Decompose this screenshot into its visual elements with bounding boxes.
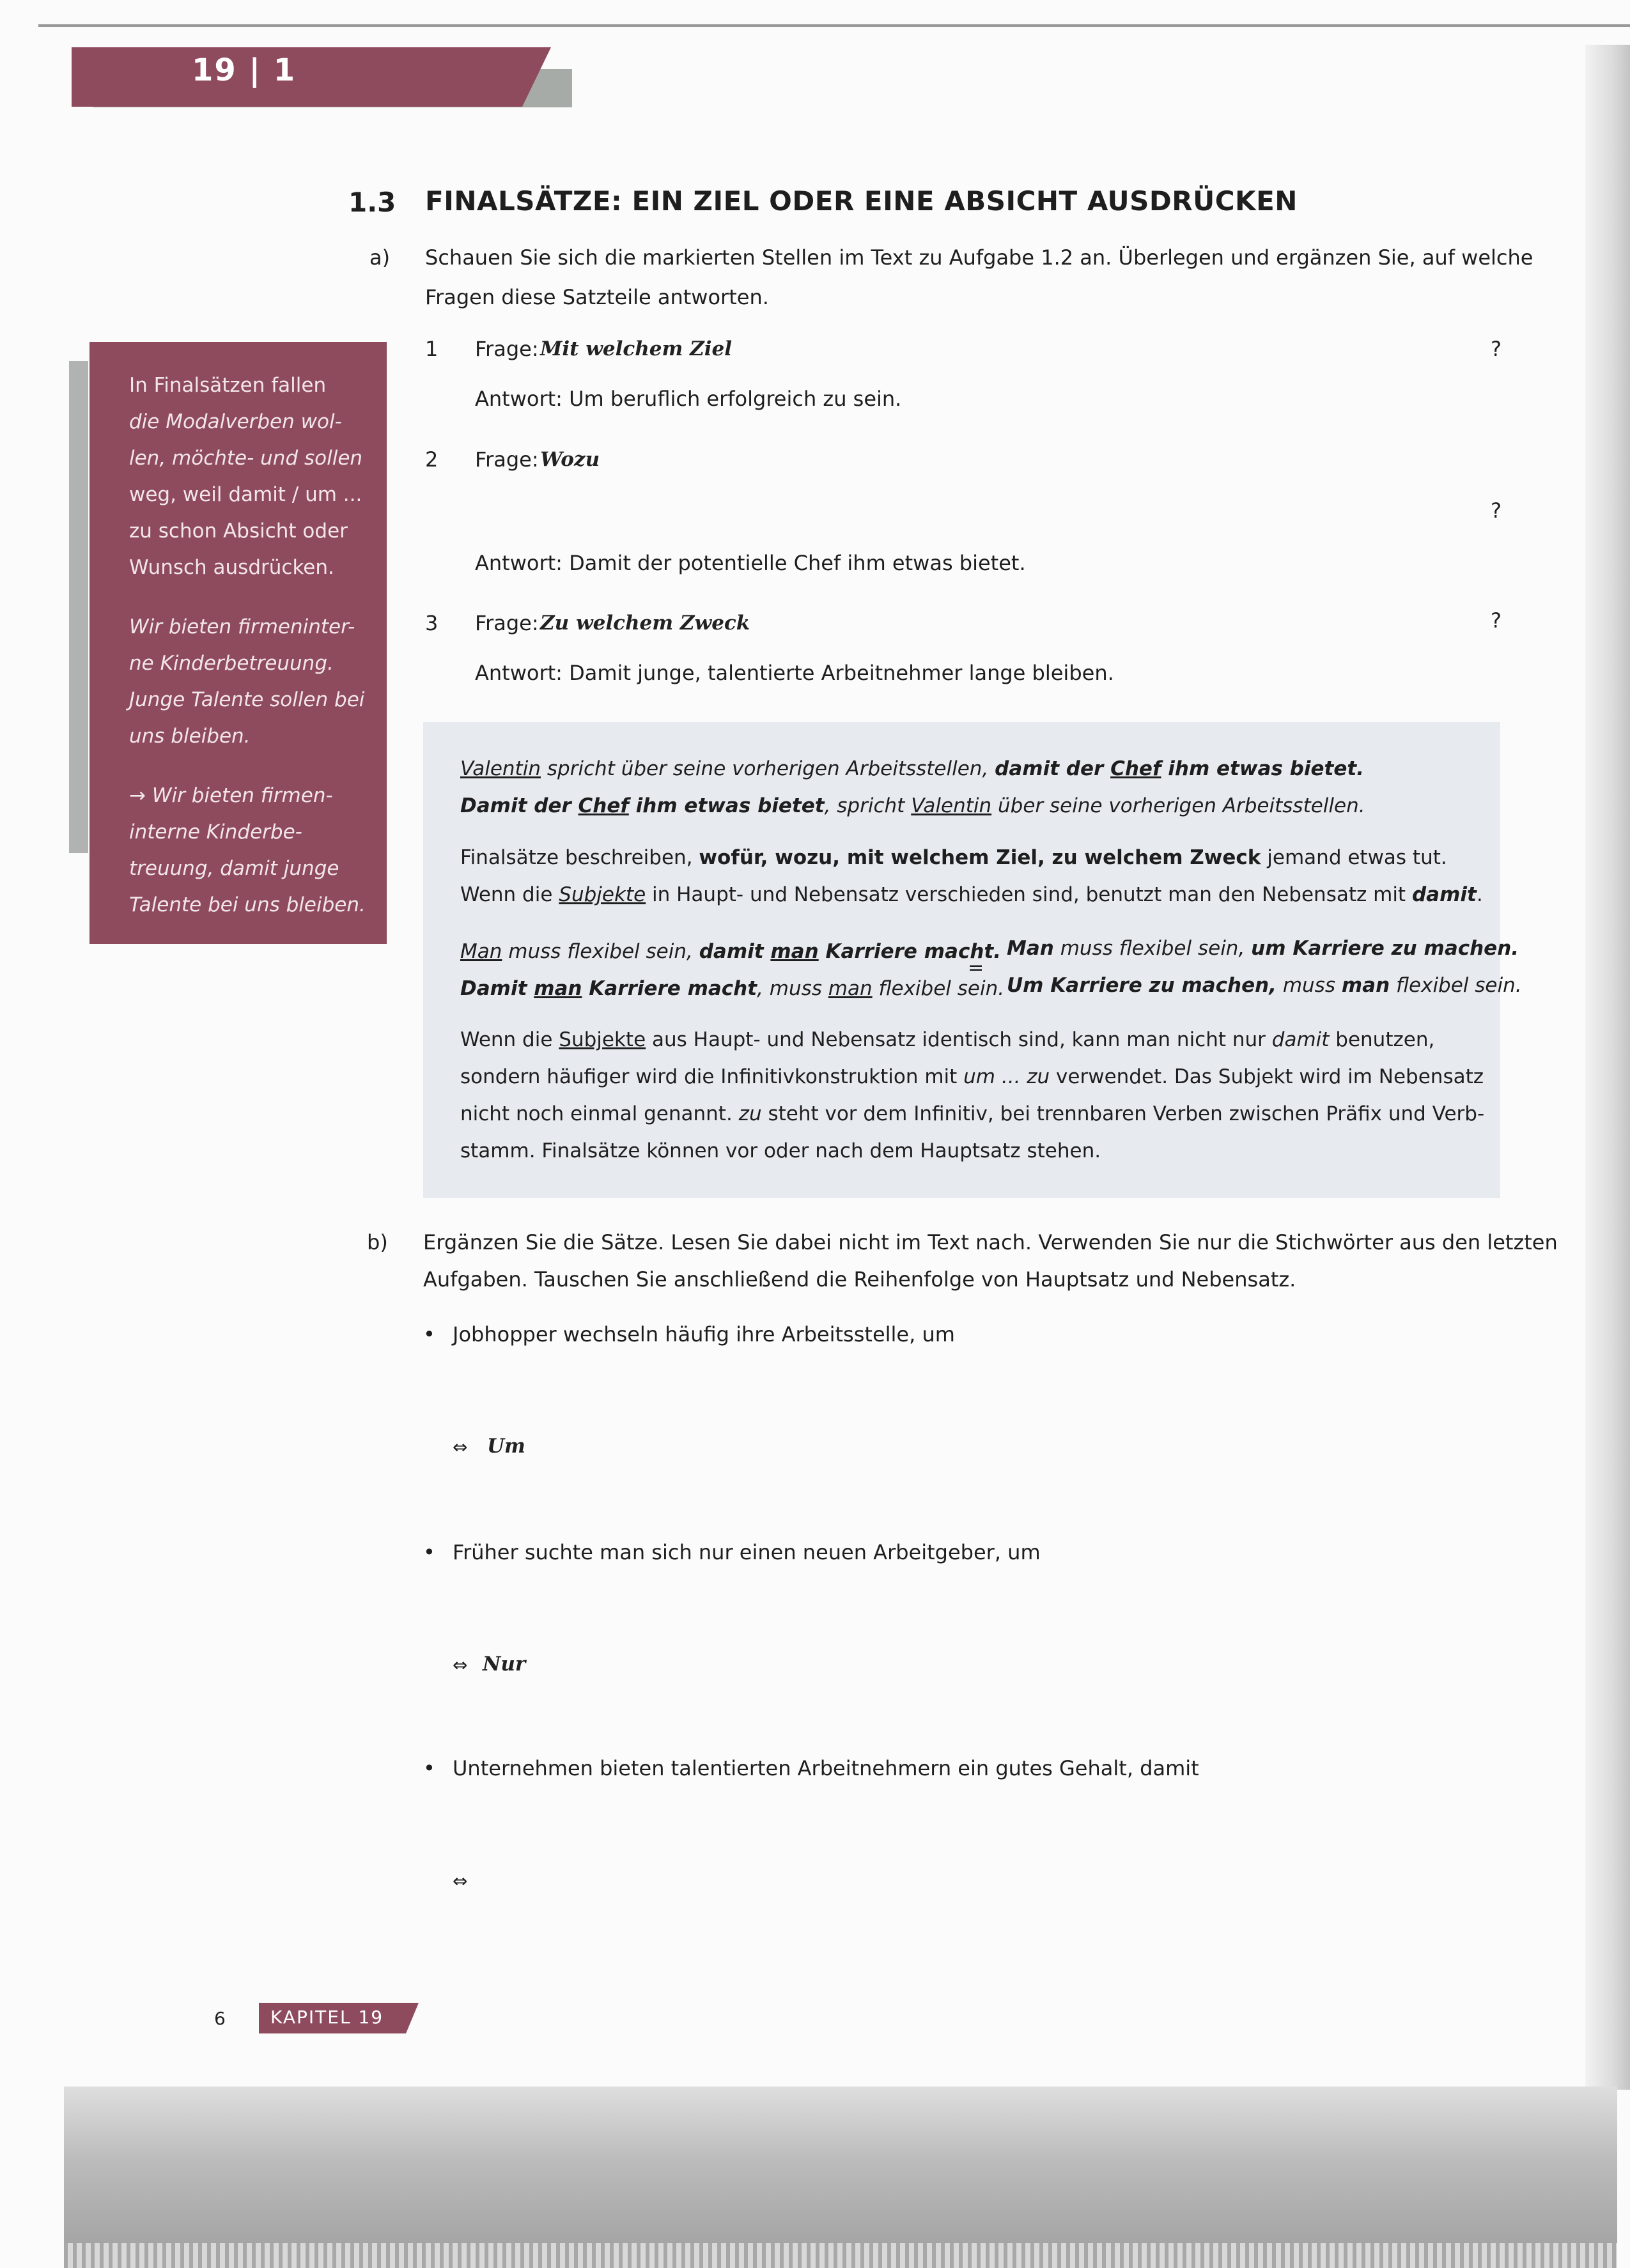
exercise-sentence: Früher suchte man sich nur einen neuen Arbeitgeber, um <box>453 1540 1041 1564</box>
text: jemand etwas tut. <box>1261 846 1447 869</box>
subject: Subjekte <box>559 883 646 906</box>
subject: Chef <box>1110 757 1161 780</box>
text: aus Haupt- und Nebensatz identisch sind, kann man nicht nur <box>646 1028 1272 1051</box>
sidebar-line: len, möchte- und sollen <box>129 447 363 470</box>
text: spricht über seine vorherigen Arbeitsstellen, <box>540 757 995 780</box>
sidebar-example-line: Wir bieten firmeninter- <box>129 615 355 638</box>
question-mark: ? <box>1491 337 1502 361</box>
text: sondern häufiger wird die Infinitivkonstruktion mit <box>460 1065 964 1088</box>
text: über seine vorherigen Arbeitsstellen. <box>991 794 1365 817</box>
sidebar-line: die Modalverben wol- <box>129 410 342 433</box>
text: wofür, wozu, mit welchem Ziel, zu welchem Zweck <box>699 846 1261 869</box>
text: ihm etwas bietet <box>628 794 825 817</box>
exercise-sentence: Jobhopper wechseln häufig ihre Arbeitsstelle, um <box>453 1322 955 1346</box>
bullet: • <box>423 1322 435 1346</box>
subject: Man <box>460 940 502 963</box>
text: Wenn die <box>460 1028 559 1051</box>
text: damit <box>699 940 771 963</box>
task-a-label: a) <box>369 245 391 270</box>
subject: man <box>828 977 873 1000</box>
text: . <box>1476 883 1483 906</box>
handwritten-answer: Zu welchem Zweck <box>540 612 750 635</box>
question-mark: ? <box>1491 498 1502 523</box>
text: damit der <box>995 757 1111 780</box>
text: Damit der <box>460 794 578 817</box>
sidebar-line: In Finalsätzen fallen <box>129 374 327 397</box>
scan-edge-bottom <box>64 2087 1617 2268</box>
sidebar-example-line: uns bleiben. <box>129 725 251 748</box>
sidebar-shadow <box>69 361 88 853</box>
sidebar-line: weg, weil damit / um ... <box>129 483 362 506</box>
text: zu <box>738 1102 762 1125</box>
text: um ... zu <box>963 1065 1050 1088</box>
text: muss flexibel sein, <box>1053 937 1252 960</box>
swap-icon: ⇔ <box>453 1871 468 1892</box>
scan-edge-top <box>38 24 1630 27</box>
text: muss <box>1276 974 1342 997</box>
sidebar-example-line: ne Kinderbetreuung. <box>129 652 334 675</box>
page-number: 6 <box>214 2008 226 2029</box>
text: , spricht <box>824 794 912 817</box>
text: steht vor dem Infinitiv, bei trennbaren Verben zwischen Präfix und Verb- <box>761 1102 1485 1125</box>
text: um Karriere zu machen. <box>1251 937 1519 960</box>
subject: Valentin <box>460 757 541 780</box>
grammar-rule-3-line1 <box>460 1021 1434 1058</box>
text: Karriere macht. <box>818 940 1001 963</box>
task-a-instruction-line1: Schauen Sie sich die markierten Stellen im Text zu Aufgabe 1.2 an. Überlegen und ergänzen Sie, auf welche <box>425 245 1533 270</box>
text: , muss <box>757 977 828 1000</box>
sidebar-example-line: interne Kinderbe- <box>129 821 302 844</box>
handwritten-answer: Nur <box>483 1653 526 1676</box>
subject: Chef <box>578 794 629 817</box>
answer-text: Antwort: Damit junge, talentierte Arbeitnehmer lange bleiben. <box>475 661 1114 685</box>
chapter-badge: 19 | 1 <box>192 52 297 88</box>
swap-icon: ⇔ <box>453 1437 468 1458</box>
question-mark: ? <box>1491 608 1502 633</box>
grammar-rule-3-line2 <box>460 1058 1484 1095</box>
scan-edge-right <box>1585 45 1630 2090</box>
item-number: 1 <box>425 337 439 361</box>
task-a-instruction-line2: Fragen diese Satzteile antworten. <box>425 285 769 309</box>
text: Damit <box>460 977 534 1000</box>
text: flexibel sein. <box>872 977 1005 1000</box>
sidebar-example-line: → Wir bieten firmen- <box>129 784 333 807</box>
handwritten-answer: Wozu <box>540 448 600 471</box>
comparison-left-line2 <box>460 970 1004 1007</box>
sidebar-example-line: treuung, damit junge <box>129 857 339 880</box>
item-number: 3 <box>425 611 439 635</box>
task-b-instruction-line2: Aufgaben. Tauschen Sie anschließend die Reihenfolge von Hauptsatz und Nebensatz. <box>423 1267 1296 1292</box>
sidebar-example-line: Junge Talente sollen bei <box>129 688 365 711</box>
text: verwendet. Das Subjekt wird im Nebensatz <box>1050 1065 1484 1088</box>
text: nicht noch einmal genannt. <box>460 1102 739 1125</box>
text: Finalsätze beschreiben, <box>460 846 699 869</box>
subject: Valentin <box>911 794 992 817</box>
bullet: • <box>423 1540 435 1564</box>
comparison-left-line1 <box>460 933 1001 970</box>
footer-chapter-label: KAPITEL 19 <box>270 2007 384 2028</box>
chapter-tab <box>72 47 551 107</box>
grammar-tip-sidebar <box>89 342 387 944</box>
sidebar-line: Wunsch ausdrücken. <box>129 556 334 579</box>
item-number: 2 <box>425 447 439 472</box>
handwritten-answer: Um <box>487 1435 525 1458</box>
scan-stripe <box>64 2243 1617 2268</box>
subject: man <box>534 977 582 1000</box>
answer-text: Antwort: Um beruflich erfolgreich zu sein. <box>475 387 902 411</box>
section-number: 1.3 <box>348 187 396 218</box>
section-title: FINALSÄTZE: EIN ZIEL ODER EINE ABSICHT AUSDRÜCKEN <box>425 185 1298 217</box>
grammar-rule-3-line3 <box>460 1095 1484 1132</box>
text: Karriere macht <box>582 977 757 1000</box>
subject: man <box>770 940 819 963</box>
exercise-sentence: Unternehmen bieten talentierten Arbeitnehmern ein gutes Gehalt, damit <box>453 1756 1199 1780</box>
sidebar-example-line: Talente bei uns bleiben. <box>129 893 366 916</box>
text: damit <box>1271 1028 1330 1051</box>
answer-text: Antwort: Damit der potentielle Chef ihm etwas bietet. <box>475 551 1026 575</box>
grammar-rule-3-line4: stamm. Finalsätze können vor oder nach dem Hauptsatz stehen. <box>460 1139 1101 1162</box>
question-label: Frage: <box>475 337 539 361</box>
subject: Man <box>1007 937 1054 960</box>
text: damit <box>1411 883 1477 906</box>
grammar-rule-1 <box>460 839 1447 876</box>
comparison-right-line2 <box>1007 967 1522 1004</box>
text: in Haupt- und Nebensatz verschieden sind, benutzt man den Nebensatz mit <box>646 883 1412 906</box>
grammar-rule-2 <box>460 876 1483 913</box>
subject: man <box>1341 974 1390 997</box>
subject: Subjekte <box>559 1028 646 1051</box>
question-label: Frage: <box>475 611 539 635</box>
grammar-example-2 <box>460 787 1365 824</box>
comparison-right-line1 <box>1007 930 1519 967</box>
task-b-instruction-line1: Ergänzen Sie die Sätze. Lesen Sie dabei nicht im Text nach. Verwenden Sie nur die Stichwörter aus den letzten <box>423 1230 1558 1254</box>
grammar-example-1 <box>460 750 1364 787</box>
text: ihm etwas bietet. <box>1161 757 1364 780</box>
sidebar-line: zu schon Absicht oder <box>129 520 348 543</box>
bullet: • <box>423 1756 435 1780</box>
text: Wenn die <box>460 883 559 906</box>
text: flexibel sein. <box>1390 974 1522 997</box>
text: muss flexibel sein, <box>502 940 699 963</box>
equals-sign: = <box>968 957 984 979</box>
question-label: Frage: <box>475 447 539 472</box>
text: benutzen, <box>1329 1028 1435 1051</box>
handwritten-answer: Mit welchem Ziel <box>540 337 733 360</box>
swap-icon: ⇔ <box>453 1655 468 1676</box>
task-b-label: b) <box>367 1230 388 1254</box>
text: Um Karriere zu machen, <box>1007 974 1277 997</box>
